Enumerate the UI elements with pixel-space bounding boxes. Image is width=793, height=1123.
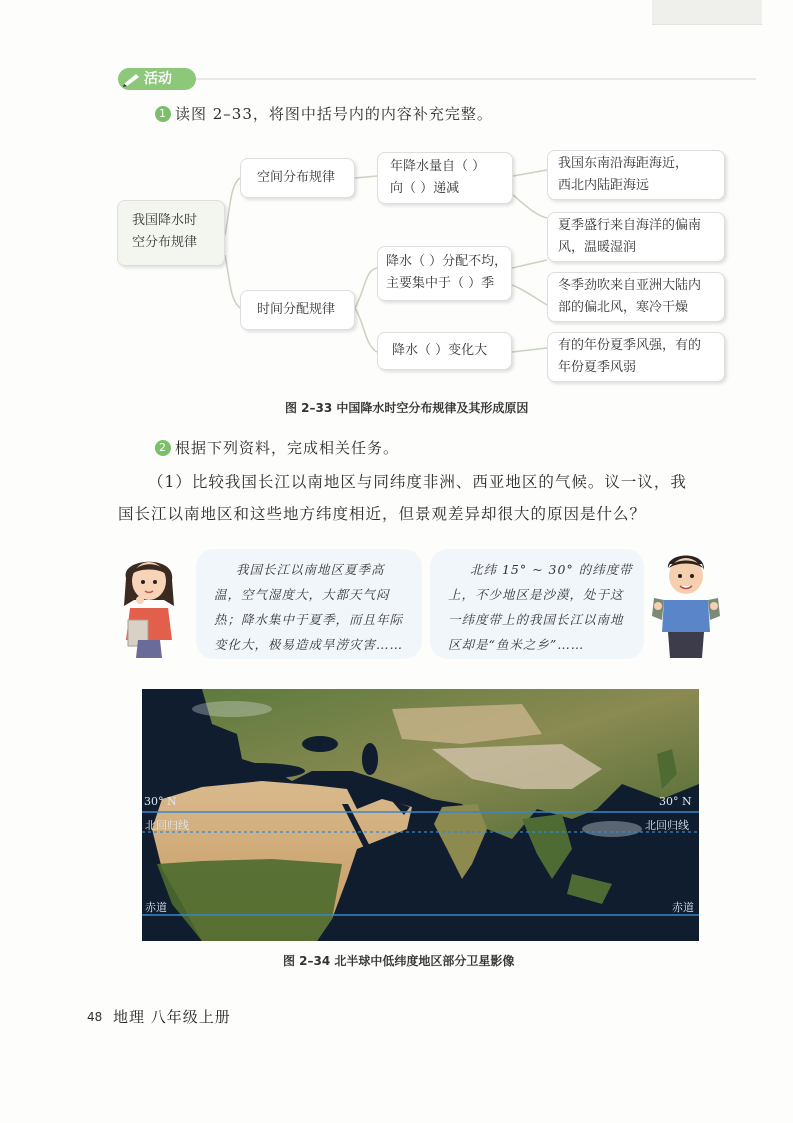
equator-left-label: 赤道 <box>145 901 167 914</box>
temporal-node <box>240 290 355 330</box>
bubble-right-line-4: 区却是“鱼米之乡”…… <box>448 637 585 652</box>
page-number: 48 <box>87 1010 103 1024</box>
activity-divider <box>196 78 756 80</box>
root-node <box>117 200 225 266</box>
bubble-right-line-2: 上，不少地区是沙漠，处于这 <box>448 587 624 602</box>
task-number-badge: 1 <box>155 106 171 122</box>
cause-4-line-2: 年份夏季风弱 <box>558 360 637 375</box>
book-title: 地理 八年级上册 <box>113 1008 231 1026</box>
speech-bubble-right <box>430 549 644 659</box>
boy-illustration <box>648 546 724 660</box>
spatial-rule-line-2: 向（ ）递减 <box>390 181 460 196</box>
lat-30n-right-label: 30° N <box>659 795 692 808</box>
spatial-node <box>240 158 355 198</box>
bubble-left-line-1: 我国长江以南地区夏季高 <box>236 562 385 577</box>
figure-2-34-caption: 图 2–34 北半球中低纬度地区部分卫星影像 <box>283 954 515 968</box>
seasonal-rule-line-1: 降水（ ）分配不均， <box>386 254 508 269</box>
satellite-map <box>142 689 699 941</box>
precipitation-diagram <box>115 140 735 390</box>
activity-label: 活动 <box>144 71 172 87</box>
seasonal-rule-line-2: 主要集中于（ ）季 <box>386 276 495 291</box>
cause-4-line-1: 有的年份夏季风强，有的 <box>558 338 702 353</box>
bubble-left-line-4: 变化大，极易造成旱涝灾害…… <box>214 637 404 652</box>
equator-right-label: 赤道 <box>672 901 694 914</box>
cause-2-line-2: 风，温暖湿润 <box>558 240 637 255</box>
figure-2-33-caption: 图 2–33 中国降水时空分布规律及其形成原因 <box>285 401 529 415</box>
question-1-line-2: 国长江以南地区和这些地方纬度相近，但景观差异却很大的原因是什么？ <box>118 505 647 523</box>
task-1-text: 读图 2–33，将图中括号内的内容补充完整。 <box>175 105 493 123</box>
spatial-rule-node <box>377 152 513 204</box>
cause-2-line-1: 夏季盛行来自海洋的偏南 <box>558 218 702 233</box>
yearly-rule-label: 降水（ ）变化大 <box>392 343 488 358</box>
cause-3-line-1: 冬季劲吹来自亚洲大陆内 <box>558 278 702 293</box>
bubble-left-line-3: 热；降水集中于夏季，而且年际 <box>214 612 404 627</box>
pencil-icon <box>122 71 142 87</box>
page-top-tab <box>652 0 762 25</box>
task-1 <box>155 103 493 124</box>
cause-3-line-2: 部的偏北风，寒冷干燥 <box>558 300 689 315</box>
spatial-label: 空间分布规律 <box>257 170 336 185</box>
tropic-of-cancer-right-label: 北回归线 <box>645 819 689 832</box>
root-line-1: 我国降水时 <box>132 213 198 228</box>
yearly-rule-node <box>377 332 512 370</box>
question-1-line-1: （1）比较我国长江以南地区与同纬度非洲、西亚地区的气候。议一议，我 <box>148 473 687 491</box>
cause-node-2 <box>547 212 725 262</box>
tropic-of-cancer-left-label: 北回归线 <box>145 819 189 832</box>
cause-1-line-2: 西北内陆距海远 <box>558 178 650 193</box>
satellite-image <box>142 689 699 941</box>
speech-bubble-left <box>196 549 422 659</box>
bubble-left-line-2: 温，空气湿度大，大都天气闷 <box>214 587 390 602</box>
cause-1-line-1: 我国东南沿海距海近， <box>558 156 689 171</box>
cause-node-4 <box>547 332 725 382</box>
task-number-badge: 2 <box>155 440 171 456</box>
temporal-label: 时间分配规律 <box>257 302 336 317</box>
cause-node-3 <box>547 272 725 322</box>
activity-badge <box>118 68 196 90</box>
bubble-right-line-1: 北纬 15° ~ 30° 的纬度带 <box>470 562 633 577</box>
seasonal-rule-node <box>377 246 512 301</box>
cause-node-1 <box>547 150 725 200</box>
root-line-2: 空分布规律 <box>132 235 198 250</box>
task-2-text: 根据下列资料，完成相关任务。 <box>175 439 400 457</box>
girl-illustration <box>118 548 180 660</box>
lat-30n-left-label: 30° N <box>144 795 177 808</box>
spatial-rule-line-1: 年降水量自（ ） <box>390 159 486 174</box>
task-2 <box>155 437 399 458</box>
bubble-right-line-3: 一纬度带上的我国长江以南地 <box>448 612 624 627</box>
